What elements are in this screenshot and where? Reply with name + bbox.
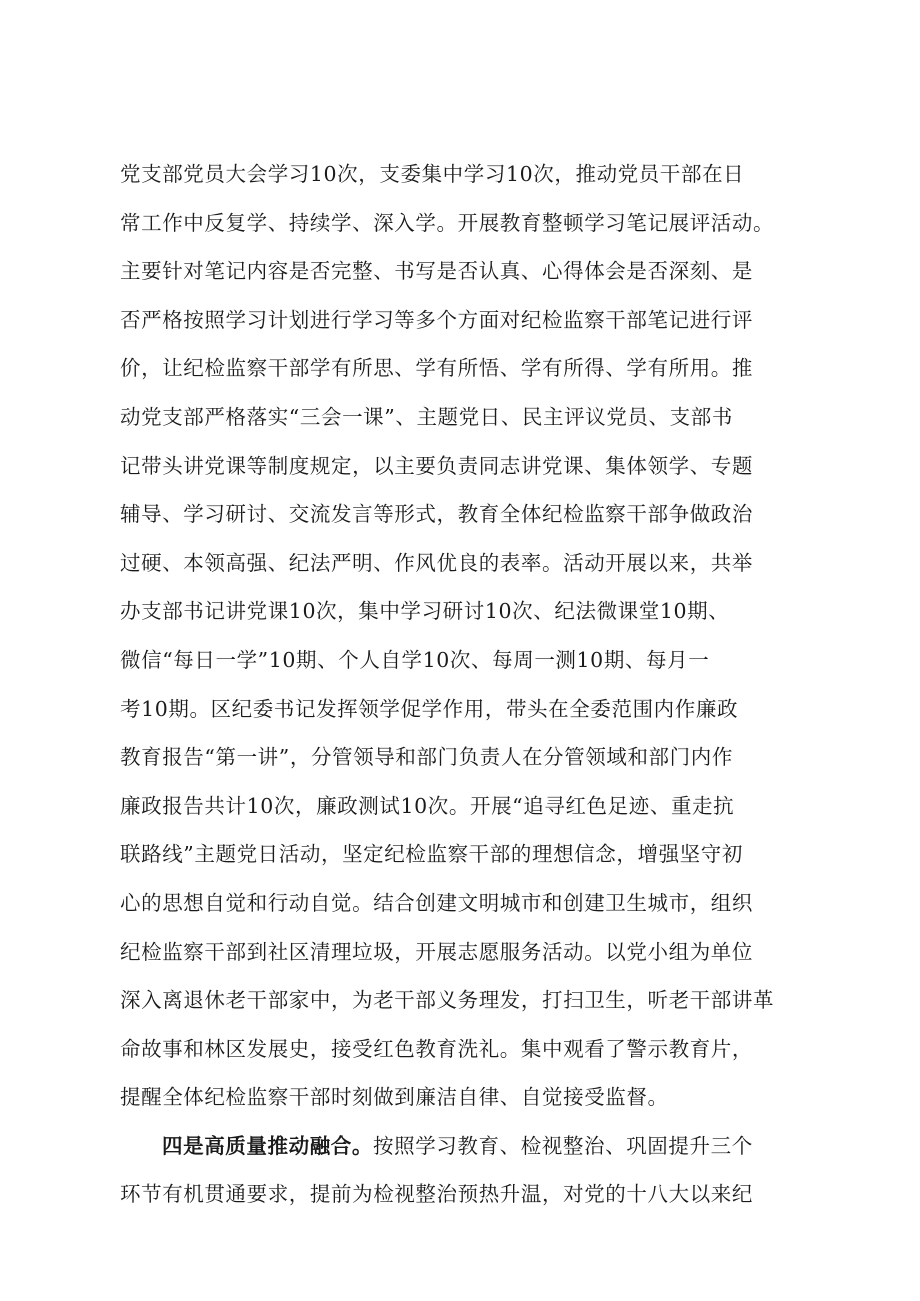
text-line: 党支部党员大会学习10次，支委集中学习10次，推动党员干部在日 (120, 162, 745, 186)
text-line: 环节有机贯通要求，提前为检视整治预热升温，对党的十八大以来纪 (120, 1182, 753, 1207)
text-line: 心的思想自觉和行动自觉。结合创建文明城市和创建卫生城市，组织 (120, 890, 753, 915)
text-line: 过硬、本领高强、纪法严明、作风优良的表率。活动开展以来，共举 (120, 550, 753, 575)
text-line: 提醒全体纪检监察干部时刻做到廉洁自律、自觉接受监督。 (120, 1085, 669, 1110)
text-line: 否严格按照学习计划进行学习等多个方面对纪检监察干部笔记进行评 (120, 307, 753, 332)
text-line: 深入离退休老干部家中，为老干部义务理发，打扫卫生，听老干部讲革 (120, 988, 775, 1013)
text-line: 办支部书记讲党课10次，集中学习研讨10次、纪法微课堂10期、 (120, 599, 730, 624)
text-line: 联路线”主题党日活动，坚定纪检监察干部的理想信念，增强坚守初 (120, 842, 743, 867)
text-line: 教育报告“第一讲”，分管领导和部门负责人在分管领域和部门内作 (120, 745, 733, 770)
text-line: 微信“每日一学”10期、个人自学10次、每周一测10期、每月一 (120, 647, 710, 672)
body-text (120, 150, 820, 1219)
text-line (120, 1122, 820, 1171)
paragraph (120, 150, 820, 1122)
text-line: 纪检监察干部到社区清理垃圾，开展志愿服务活动。以党小组为单位 (120, 939, 753, 964)
text-line: 廉政报告共计10次，廉政测试10次。开展“追寻红色足迹、重走抗 (120, 793, 735, 818)
text-line: 动党支部严格落实“三会一课”、主题党日、民主评议党员、支部书 (120, 404, 733, 429)
text-line: 记带头讲党课等制度规定，以主要负责同志讲党课、集体领学、专题 (120, 453, 753, 478)
text-line: 考10期。区纪委书记发挥领学促学作用，带头在全委范围内作廉政 (120, 696, 739, 721)
text-line: 辅导、学习研讨、交流发言等形式，教育全体纪检监察干部争做政治 (120, 502, 753, 527)
text-line: 价，让纪检监察干部学有所思、学有所悟、学有所得、学有所用。推 (120, 356, 753, 381)
heading-continuation: 按照学习教育、检视整治、巩固提升三个 (373, 1133, 753, 1158)
paragraph (120, 1122, 820, 1219)
text-line: 命故事和林区发展史，接受红色教育洗礼。集中观看了警示教育片， (120, 1036, 753, 1061)
text-line: 主要针对笔记内容是否完整、书写是否认真、心得体会是否深刻、是 (120, 259, 753, 284)
paragraph-heading: 四是高质量推动融合。 (162, 1133, 373, 1158)
text-line: 常工作中反复学、持续学、深入学。开展教育整顿学习笔记展评活动。 (120, 210, 775, 235)
